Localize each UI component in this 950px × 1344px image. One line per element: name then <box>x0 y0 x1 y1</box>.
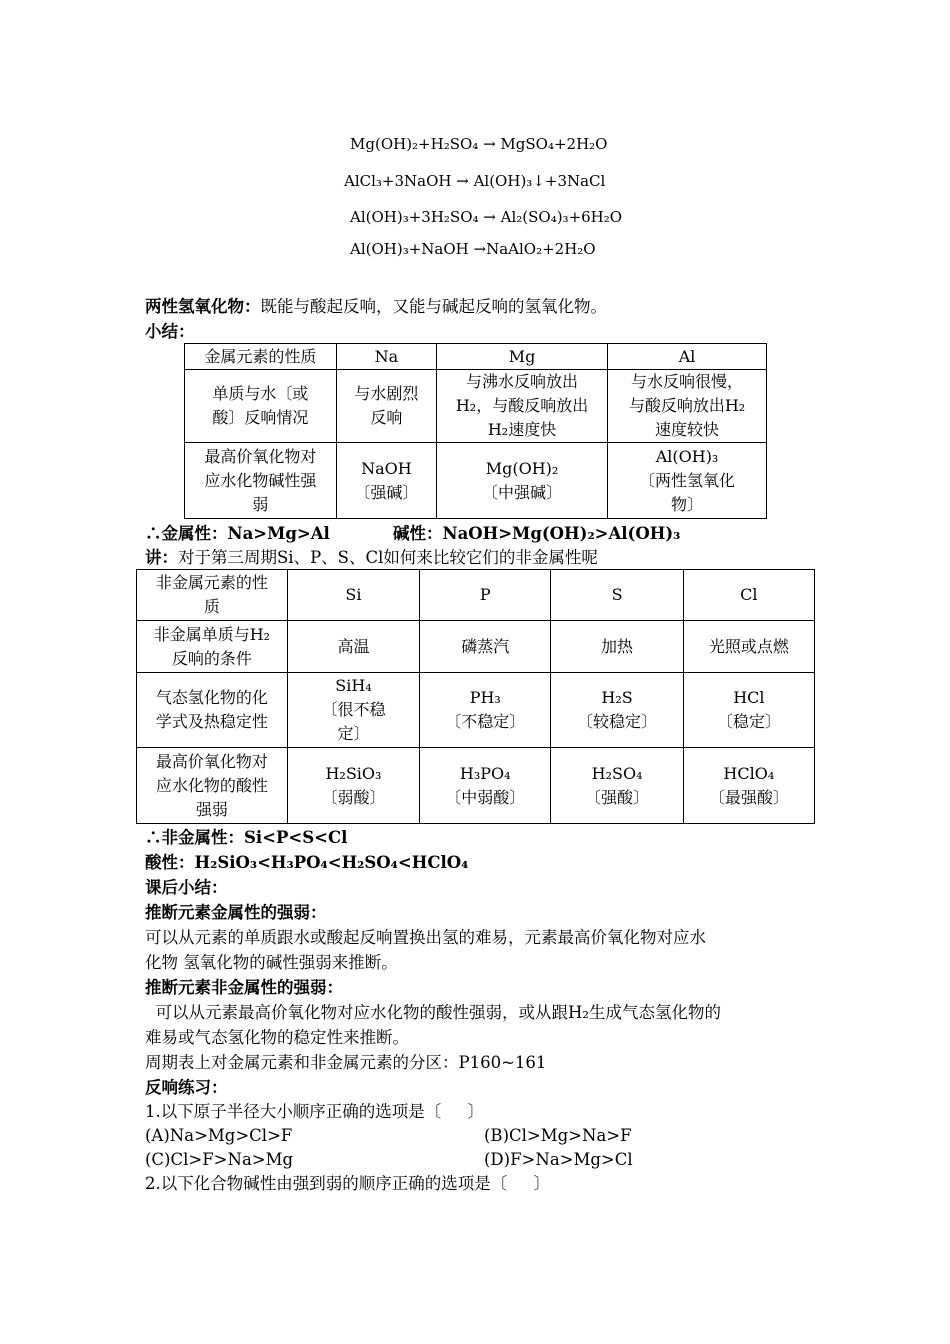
table-row <box>137 621 815 673</box>
table-row <box>137 748 815 824</box>
table-cell: 与水剧烈 反响 <box>336 370 436 443</box>
table-cell: PH₃ 〔不稳定〕 <box>420 673 551 748</box>
nonmetal-table-header: Cl <box>683 570 814 621</box>
metallicity-conclusion: ∴金属性：Na>Mg>Al <box>145 524 330 543</box>
table-cell: 非金属单质与H₂ 反响的条件 <box>137 621 288 673</box>
table-cell: H₃PO₄ 〔中弱酸〕 <box>420 748 551 824</box>
amphoteric-definition <box>145 295 607 319</box>
equation-4: Al(OH)₃+NaOH →NaAlO₂+2H₂O <box>350 240 596 258</box>
nonmetal-property-table <box>136 569 815 824</box>
table-cell: NaOH 〔强碱〕 <box>336 443 436 519</box>
amphoteric-term: 两性氢氧化物： <box>145 297 261 316</box>
table-cell: 单质与水〔或 酸〕反响情况 <box>185 370 337 443</box>
table-cell: 高温 <box>287 621 419 673</box>
after-class-summary-heading: 课后小结： <box>145 878 228 897</box>
table-cell: 光照或点燃 <box>683 621 814 673</box>
table-cell: 磷蒸汽 <box>420 621 551 673</box>
nonmetal-table-header-row <box>137 570 815 621</box>
question-1-option-a: (A)Na>Mg>Cl>F <box>145 1126 293 1145</box>
acidity-conclusion: 酸性：H₂SiO₃<H₃PO₄<H₂SO₄<HClO₄ <box>145 853 469 872</box>
metal-judge-line-1: 可以从元素的单质跟水或酸起反响置换出氢的难易，元素最高价氧化物对应水 <box>145 928 706 947</box>
metal-judge-heading: 推断元素金属性的强弱： <box>145 903 327 922</box>
question-2: 2.以下化合物碱性由强到弱的顺序正确的选项是〔 〕 <box>145 1174 550 1193</box>
table-cell: HCl 〔稳定〕 <box>683 673 814 748</box>
nonmetal-table-header: 非金属元素的性 质 <box>137 570 288 621</box>
metal-judge-line-2: 化物 氢氧化物的碱性强弱来推断。 <box>145 953 398 972</box>
amphoteric-text: 既能与酸起反响，又能与碱起反响的氢氧化物。 <box>260 297 607 316</box>
metal-property-table <box>184 343 767 519</box>
table-row <box>185 370 767 443</box>
table-cell: SiH₄ 〔很不稳 定〕 <box>287 673 419 748</box>
nonmetallicity-conclusion: ∴非金属性：Si<P<S<Cl <box>145 828 348 847</box>
equation-1: Mg(OH)₂+H₂SO₄ → MgSO₄+2H₂O <box>350 135 608 153</box>
question-1: 1.以下原子半径大小顺序正确的选项是〔 〕 <box>145 1102 484 1121</box>
table-cell: 加热 <box>551 621 683 673</box>
equation-3: Al(OH)₃+3H₂SO₄ → Al₂(SO₄)₃+6H₂O <box>350 208 623 226</box>
metal-table-header: Na <box>336 344 436 370</box>
table-cell: 气态氢化物的化 学式及热稳定性 <box>137 673 288 748</box>
table-cell: H₂SiO₃ 〔弱酸〕 <box>287 748 419 824</box>
lecture-text: 对于第三周期Si、P、S、Cl如何来比较它们的非金属性呢 <box>178 548 598 567</box>
basicity-conclusion: 碱性：NaOH>Mg(OH)₂>Al(OH)₃ <box>393 524 681 543</box>
table-cell: H₂SO₄ 〔强酸〕 <box>551 748 683 824</box>
table-row <box>185 443 767 519</box>
table-cell: HClO₄ 〔最强酸〕 <box>683 748 814 824</box>
table-cell: 与沸水反响放出 H₂，与酸反响放出 H₂速度快 <box>437 370 608 443</box>
metal-table-header-row <box>185 344 767 370</box>
table-cell: 与水反响很慢， 与酸反响放出H₂ 速度较快 <box>608 370 767 443</box>
question-1-option-b: (B)Cl>Mg>Na>F <box>484 1126 632 1145</box>
table-cell: H₂S 〔较稳定〕 <box>551 673 683 748</box>
partition-note: 周期表上对金属元素和非金属元素的分区：P160~161 <box>145 1053 547 1072</box>
nonmetal-table-header: Si <box>287 570 419 621</box>
nonmetal-table-header: P <box>420 570 551 621</box>
nonmetal-judge-line-2: 难易或气态氢化物的稳定性来推断。 <box>145 1028 409 1047</box>
nonmetal-table-header: S <box>551 570 683 621</box>
lecture-line <box>145 546 598 570</box>
question-1-option-c: (C)Cl>F>Na>Mg <box>145 1150 294 1169</box>
nonmetal-judge-heading: 推断元素非金属性的强弱： <box>145 978 343 997</box>
table-cell: 最高价氧化物对 应水化物的酸性 强弱 <box>137 748 288 824</box>
question-1-option-d: (D)F>Na>Mg>Cl <box>484 1150 633 1169</box>
metal-table-header: 金属元素的性质 <box>185 344 337 370</box>
table-cell: 最高价氧化物对 应水化物碱性强 弱 <box>185 443 337 519</box>
lecture-label: 讲： <box>145 548 178 567</box>
table-cell: Al(OH)₃ 〔两性氢氧化 物〕 <box>608 443 767 519</box>
practice-heading: 反响练习： <box>145 1078 228 1097</box>
table-cell: Mg(OH)₂ 〔中强碱〕 <box>437 443 608 519</box>
equation-2: AlCl₃+3NaOH → Al(OH)₃↓+3NaCl <box>344 172 606 190</box>
table-row <box>137 673 815 748</box>
nonmetal-judge-line-1: 可以从元素最高价氧化物对应水化物的酸性强弱，或从跟H₂生成气态氢化物的 <box>145 1003 721 1022</box>
summary-label: 小结： <box>145 322 195 341</box>
metal-table-header: Mg <box>437 344 608 370</box>
metal-table-header: Al <box>608 344 767 370</box>
